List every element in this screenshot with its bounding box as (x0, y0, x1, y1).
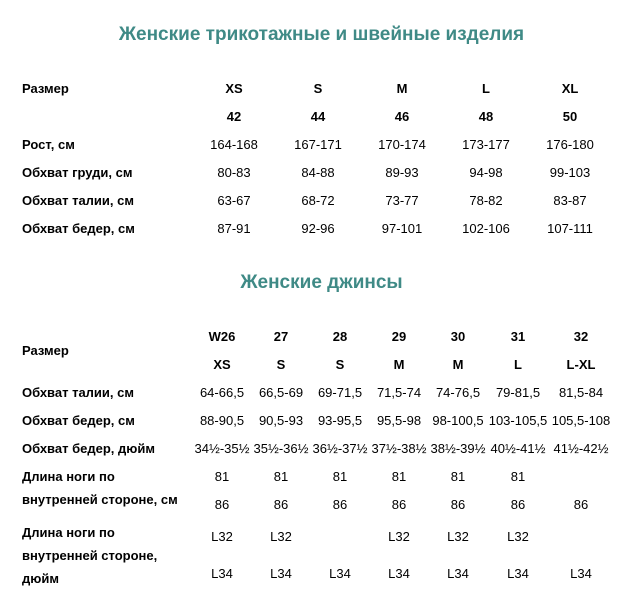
jeans-cell: L34 (329, 566, 351, 581)
knitwear-cell: 164-168 (210, 137, 258, 152)
knitwear-row-label: Обхват груди, см (22, 165, 133, 180)
jeans-row-label: Обхват бедер, дюйм (22, 441, 155, 456)
jeans-cell: 98-100,5 (432, 413, 484, 428)
knitwear-row-label: Обхват талии, см (22, 193, 134, 208)
jeans-row-label: Длина ноги по (22, 469, 115, 484)
jeans-letter-size-header: L-XL (566, 357, 596, 372)
jeans-cell: 41½-42½ (553, 441, 609, 456)
knitwear-cell: M (396, 81, 408, 96)
jeans-row-label: внутренней стороне, см (22, 492, 178, 507)
jeans-letter-size-header: M (393, 357, 405, 372)
jeans-cell: 64-66,5 (199, 385, 245, 400)
jeans-cell: L32 (388, 529, 410, 544)
jeans-cell: 86 (273, 497, 289, 512)
knitwear-row-label: Обхват бедер, см (22, 221, 135, 236)
jeans-cell: 81 (510, 469, 526, 484)
jeans-waist-size-header: 31 (510, 329, 526, 344)
jeans-row-label: Обхват бедер, см (22, 413, 135, 428)
knitwear-cell: 73-77 (385, 193, 419, 208)
jeans-cell: 81 (273, 469, 289, 484)
knitwear-row-label: Рост, см (22, 137, 75, 152)
jeans-waist-size-header: 30 (450, 329, 466, 344)
jeans-cell: 81 (450, 469, 466, 484)
jeans-letter-size-header: M (452, 357, 464, 372)
jeans-cell: 103-105,5 (488, 413, 548, 428)
knitwear-cell: 46 (394, 109, 410, 124)
jeans-waist-size-header: 28 (332, 329, 348, 344)
knitwear-cell: 44 (310, 109, 326, 124)
jeans-cell: L34 (507, 566, 529, 581)
knitwear-cell: 176-180 (546, 137, 594, 152)
knitwear-cell: 78-82 (469, 193, 503, 208)
jeans-cell: 81 (332, 469, 348, 484)
knitwear-cell: XL (561, 81, 579, 96)
jeans-cell: 40½-41½ (490, 441, 546, 456)
jeans-cell: 86 (573, 497, 589, 512)
knitwear-cell: 92-96 (301, 221, 335, 236)
jeans-cell: 81 (214, 469, 230, 484)
jeans-cell: 86 (332, 497, 348, 512)
jeans-cell: 81 (391, 469, 407, 484)
jeans-cell: L34 (211, 566, 233, 581)
jeans-letter-size-header: XS (213, 357, 231, 372)
knitwear-cell: 68-72 (301, 193, 335, 208)
knitwear-cell: S (313, 81, 323, 96)
knitwear-cell: 102-106 (462, 221, 510, 236)
knitwear-cell: 173-177 (462, 137, 510, 152)
jeans-row-label: внутренней стороне, (22, 548, 158, 563)
jeans-waist-size-header: 27 (273, 329, 289, 344)
women-jeans-title: Женские джинсы (240, 272, 403, 293)
jeans-cell: 36½-37½ (312, 441, 368, 456)
knitwear-cell: 80-83 (217, 165, 251, 180)
jeans-letter-size-header: L (514, 357, 522, 372)
knitwear-cell: 94-98 (469, 165, 503, 180)
knitwear-cell: 89-93 (385, 165, 419, 180)
knitwear-cell: 167-171 (294, 137, 342, 152)
jeans-cell: L32 (507, 529, 529, 544)
knitwear-row-label: Размер (22, 81, 69, 96)
jeans-cell: 69-71,5 (317, 385, 363, 400)
knitwear-cell: 99-103 (549, 165, 591, 180)
jeans-cell: L32 (447, 529, 469, 544)
jeans-cell: L32 (270, 529, 292, 544)
jeans-cell: 86 (510, 497, 526, 512)
knitwear-cell: 97-101 (381, 221, 423, 236)
jeans-cell: L34 (270, 566, 292, 581)
jeans-letter-size-header: S (335, 357, 345, 372)
jeans-row-label: дюйм (22, 571, 59, 586)
jeans-cell: 71,5-74 (376, 385, 422, 400)
jeans-cell: 86 (450, 497, 466, 512)
jeans-cell: 88-90,5 (199, 413, 245, 428)
knitwear-cell: 83-87 (553, 193, 587, 208)
jeans-cell: L32 (211, 529, 233, 544)
knitwear-cell: 170-174 (378, 137, 426, 152)
jeans-cell: L34 (447, 566, 469, 581)
jeans-row-label: Длина ноги по (22, 525, 115, 540)
women-knitwear-title: Женские трикотажные и швейные изделия (118, 24, 525, 45)
knitwear-cell: 84-88 (301, 165, 335, 180)
jeans-cell: 86 (391, 497, 407, 512)
jeans-cell: 35½-36½ (253, 441, 309, 456)
knitwear-cell: 42 (226, 109, 242, 124)
jeans-size-label: Размер (22, 343, 69, 358)
jeans-cell: 74-76,5 (435, 385, 481, 400)
jeans-cell: 37½-38½ (371, 441, 427, 456)
jeans-cell: 66,5-69 (258, 385, 304, 400)
knitwear-cell: 63-67 (217, 193, 251, 208)
jeans-cell: 105,5-108 (551, 413, 611, 428)
jeans-cell: 93-95,5 (317, 413, 363, 428)
knitwear-cell: 50 (562, 109, 578, 124)
knitwear-cell: 87-91 (217, 221, 251, 236)
jeans-cell: L34 (570, 566, 592, 581)
jeans-cell: 38½-39½ (430, 441, 486, 456)
jeans-cell: 81,5-84 (558, 385, 604, 400)
knitwear-cell: L (482, 81, 490, 96)
jeans-waist-size-header: 32 (573, 329, 589, 344)
jeans-cell: 79-81,5 (495, 385, 541, 400)
jeans-cell: 34½-35½ (194, 441, 250, 456)
jeans-cell: 95,5-98 (376, 413, 422, 428)
jeans-cell: L34 (388, 566, 410, 581)
jeans-letter-size-header: S (276, 357, 286, 372)
jeans-waist-size-header: W26 (208, 329, 236, 344)
knitwear-cell: 48 (478, 109, 494, 124)
jeans-waist-size-header: 29 (391, 329, 407, 344)
jeans-row-label: Обхват талии, см (22, 385, 134, 400)
jeans-cell: 86 (214, 497, 230, 512)
knitwear-cell: XS (225, 81, 243, 96)
jeans-cell: 90,5-93 (258, 413, 304, 428)
knitwear-cell: 107-111 (547, 221, 593, 236)
